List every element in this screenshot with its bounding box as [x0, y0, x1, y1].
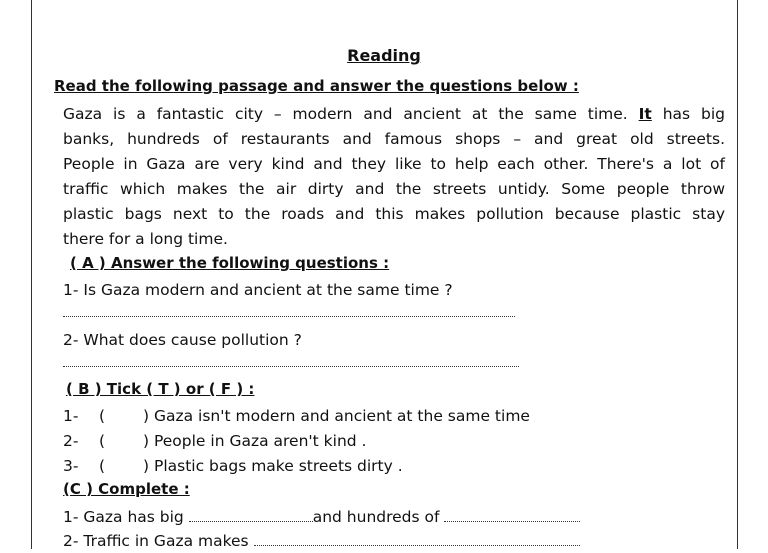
tick-item-2: 2- ( ) People in Gaza aren't kind .: [63, 429, 366, 453]
blank-1[interactable]: [189, 507, 313, 522]
emphasized-word: It: [638, 105, 652, 123]
answer-line-1[interactable]: [63, 312, 515, 317]
instruction-text: Read the following passage and answer the questions below :: [54, 77, 579, 95]
complete-item-1: 1- Gaza has big and hundreds of: [63, 505, 580, 529]
complete-item-2: 2- Traffic in Gaza makes: [63, 529, 580, 553]
page-border-left: [31, 0, 32, 549]
tick-box-3[interactable]: (: [99, 457, 106, 475]
answer-line-2[interactable]: [63, 362, 519, 367]
passage-line-4: traffic which makes the air dirty and the streets untidy. Some people throw: [63, 180, 725, 198]
passage-line-5: plastic bags next to the roads and this makes pollution because plastic stay: [63, 205, 725, 223]
section-a-heading: ( A ) Answer the following questions :: [70, 254, 390, 272]
tick-box-2[interactable]: (: [99, 432, 106, 450]
passage-line-3: People in Gaza are very kind and they like to help each other. There's a lot of: [63, 155, 725, 173]
section-c-heading: (C ) Complete :: [63, 480, 190, 498]
passage-line-6: there for a long time.: [63, 230, 228, 248]
section-b-heading: ( B ) Tick ( T ) or ( F ) :: [66, 380, 255, 398]
passage-line-2: banks, hundreds of restaurants and famous shops – and great old streets.: [63, 130, 725, 148]
question-2: 2- What does cause pollution ?: [63, 331, 302, 349]
blank-2[interactable]: [444, 507, 580, 522]
tick-box-1[interactable]: (: [99, 407, 106, 425]
question-1: 1- Is Gaza modern and ancient at the same time ?: [63, 281, 453, 299]
blank-3[interactable]: [254, 531, 580, 546]
page-border-right: [737, 0, 738, 549]
reading-passage: [63, 102, 725, 252]
passage-line-1: Gaza is a fantastic city – modern and ancient at the same time. It has big: [63, 105, 725, 123]
tick-item-3: 3- ( ) Plastic bags make streets dirty .: [63, 454, 403, 478]
page-title: Reading: [347, 46, 421, 65]
tick-item-1: 1- ( ) Gaza isn't modern and ancient at the same time: [63, 404, 530, 428]
